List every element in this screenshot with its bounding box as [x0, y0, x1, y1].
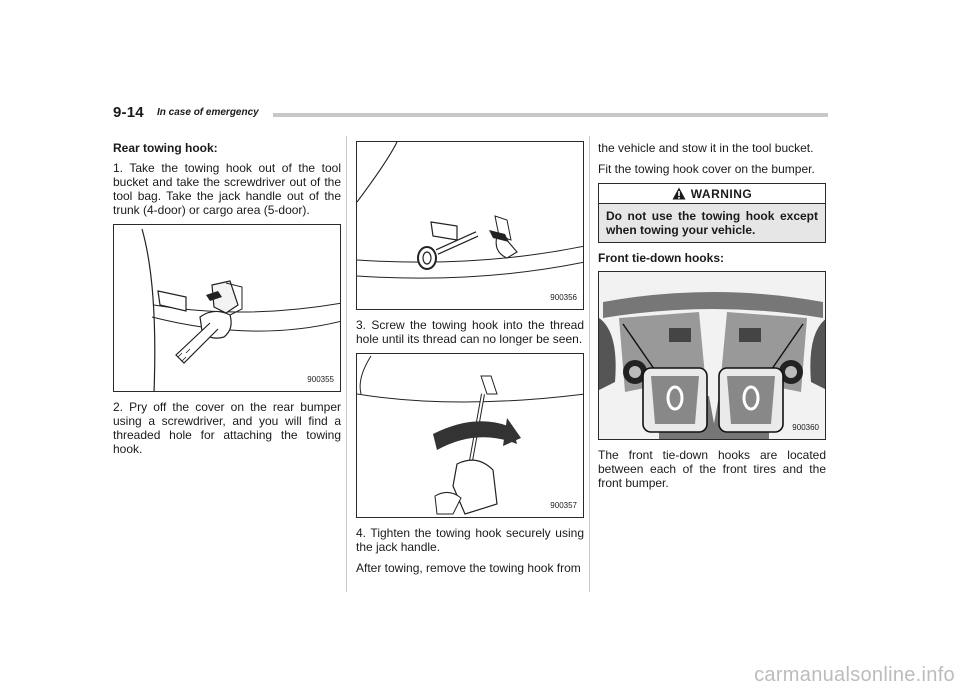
step-1-text: 1. Take the towing hook out of the tool bucket and take the screwdriver out of the tool bag. Take the jack handle out of the trunk (4-door) or cargo area (5-door). [113, 161, 341, 217]
step-3-text: 3. Screw the towing hook into the thread hole until its thread can no longer be seen. [356, 318, 584, 346]
figure-code: 900356 [550, 293, 577, 302]
step-4-text: 4. Tighten the towing hook securely using the jack handle. [356, 526, 584, 554]
column-divider [589, 136, 590, 592]
rear-towing-hook-heading: Rear towing hook: [113, 141, 218, 155]
column-3 [598, 141, 826, 497]
warning-title: WARNING [690, 186, 753, 201]
column-2 [356, 141, 584, 582]
front-tie-down-hooks-illustration [599, 272, 826, 440]
warning-text: Do not use the towing hook except when towing your vehicle. [606, 209, 818, 237]
figure-install-towing-hook [356, 141, 584, 310]
page-number: 9-14 [113, 104, 144, 121]
page-header [113, 104, 828, 124]
figure-code: 900357 [550, 501, 577, 510]
header-rule [273, 113, 828, 117]
watermark: carmanualsonline.info [754, 664, 955, 686]
step-2-text: 2. Pry off the cover on the rear bumper using a screwdriver, and you will find a threaded hole for attaching the towing hook. [113, 400, 341, 456]
install-towing-hook-illustration [357, 142, 584, 310]
section-title: In case of emergency [157, 107, 259, 118]
warning-header [599, 184, 825, 204]
figure-front-tie-down-hooks [598, 271, 826, 440]
figure-code: 900360 [792, 423, 819, 432]
rear-bumper-cover-illustration [114, 225, 341, 392]
front-tie-down-description: The front tie-down hooks are located between each of the front tires and the front bumper. [598, 448, 826, 490]
warning-box [598, 183, 826, 243]
cover-note-text: Fit the towing hook cover on the bumper. [598, 162, 815, 176]
figure-code: 900355 [307, 375, 334, 384]
after-towing-text: After towing, remove the towing hook from [356, 561, 581, 575]
column-divider [346, 136, 347, 592]
front-tie-down-heading: Front tie-down hooks: [598, 251, 724, 265]
figure-tighten-towing-hook [356, 353, 584, 518]
figure-rear-bumper-cover [113, 224, 341, 392]
continued-text: the vehicle and stow it in the tool bucket. [598, 141, 814, 155]
tighten-towing-hook-illustration [357, 354, 584, 518]
warning-triangle-icon [672, 187, 686, 200]
column-1 [113, 141, 341, 463]
